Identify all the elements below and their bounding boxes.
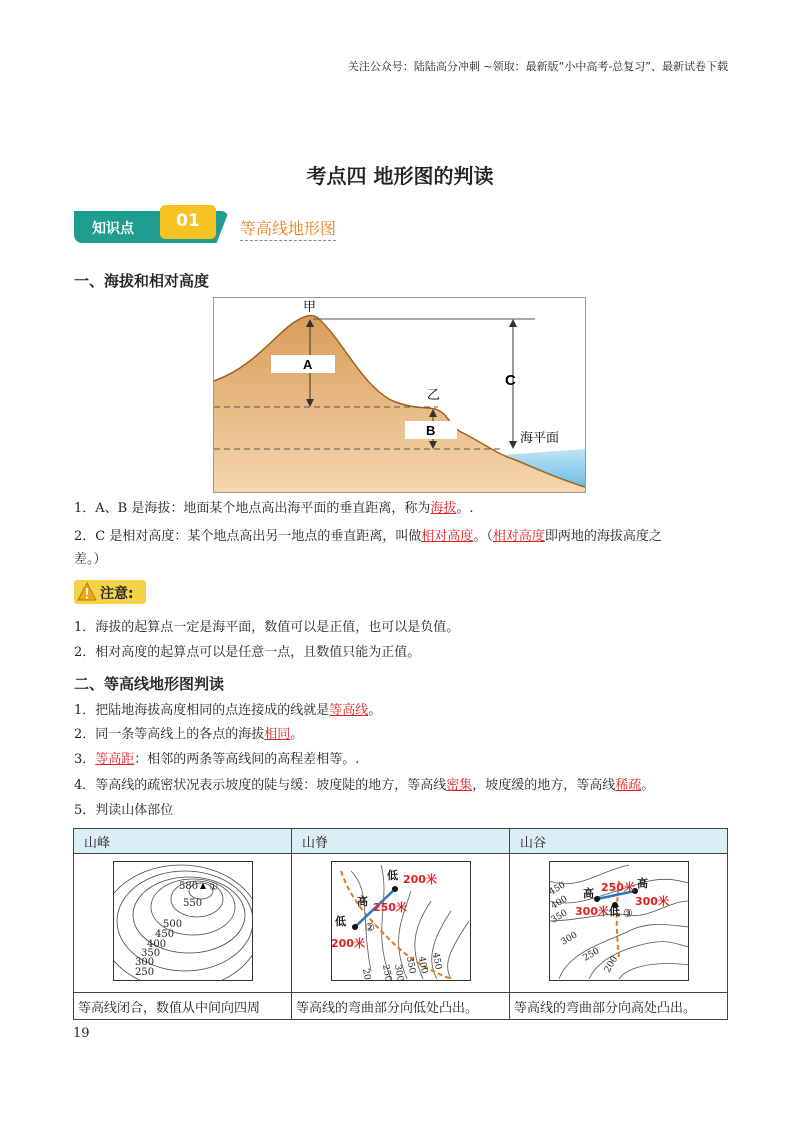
s2-item-4: 4．等高线的疏密状况表示坡度的陡与缓：坡度陡的地方，等高线密集，坡度缓的地方，等高线稀疏。	[74, 778, 655, 793]
header-ridge: 山脊	[292, 829, 510, 854]
svg-text:250: 250	[134, 967, 154, 978]
section1-heading: 一、海拔和相对高度	[74, 272, 210, 290]
header-note: 关注公众号：陆陆高分冲刺 ~领取：最新版“小中高考-总复习”、最新试卷下载	[347, 60, 728, 73]
desc-peak: 等高线闭合，数值从中间向四周	[74, 993, 292, 1020]
svg-text:350: 350	[549, 908, 569, 926]
page-title: 考点四 地形图的判读	[306, 164, 494, 188]
header-valley: 山谷	[510, 829, 728, 854]
svg-text:400: 400	[549, 894, 569, 912]
badge-label: 知识点	[92, 221, 134, 237]
desc-valley: 等高线的弯曲部分向高处凸出。	[510, 993, 728, 1020]
s1-item-2: 2．C 是相对高度：某个地点高出另一地点的垂直距离，叫做相对高度。（相对高度即两地的海拔高度之	[74, 529, 662, 544]
svg-text:高: 高	[582, 887, 594, 900]
knowledge-topic: 等高线地形图	[240, 216, 336, 241]
svg-text:200: 200	[602, 954, 620, 975]
s2-item-5: 5．判读山体部位	[74, 803, 174, 818]
section2-heading: 二、等高线地形图判读	[74, 675, 225, 693]
svg-text:高: 高	[356, 895, 368, 908]
svg-text:580: 580	[178, 881, 198, 892]
svg-text:450: 450	[429, 951, 443, 971]
header-peak: 山峰	[74, 829, 292, 854]
note-label: 注意:	[100, 586, 134, 602]
svg-text:300米: 300米	[634, 895, 669, 908]
s1-item-2-line2: 差。）	[74, 552, 107, 567]
svg-text:550: 550	[182, 898, 202, 909]
page-number: 19	[73, 1026, 90, 1041]
svg-text:350: 350	[140, 948, 160, 959]
svg-text:350: 350	[403, 955, 417, 975]
svg-text:低: 低	[334, 915, 346, 928]
landform-table	[73, 828, 728, 1020]
svg-text:③: ③	[622, 907, 633, 920]
knowledge-badge	[74, 205, 236, 245]
peak-label: 甲	[303, 300, 317, 315]
note-badge	[74, 580, 146, 604]
svg-text:低: 低	[386, 869, 398, 882]
s1-item-1: 1．A、B 是海拔：地面某个地点高出海平面的垂直距离，称为海拔。.	[74, 501, 474, 516]
ridge-contour-map	[331, 861, 471, 981]
svg-text:500: 500	[162, 919, 182, 930]
svg-text:①: ①	[208, 882, 218, 893]
s2-item-3: 3．等高距：相邻的两条等高线间的高程差相等。.	[74, 752, 360, 767]
elevation-figure	[213, 297, 586, 493]
svg-text:250: 250	[379, 963, 393, 981]
sea-level-label: 海平面	[520, 431, 560, 446]
svg-text:250: 250	[581, 946, 601, 964]
svg-text:450: 450	[548, 880, 567, 898]
svg-text:低: 低	[608, 905, 620, 918]
svg-text:300米: 300米	[574, 905, 609, 918]
svg-text:400: 400	[146, 939, 166, 950]
svg-text:200米: 200米	[402, 873, 437, 886]
badge-number: 01	[160, 205, 216, 239]
svg-text:250米: 250米	[372, 901, 407, 914]
svg-text:300: 300	[559, 930, 579, 948]
svg-text:高: 高	[636, 877, 648, 890]
svg-text:250米: 250米	[600, 881, 635, 894]
svg-text:200: 200	[359, 967, 373, 981]
peak-contour-map	[113, 861, 253, 981]
valley-contour-map	[549, 861, 689, 981]
desc-ridge: 等高线的弯曲部分向低处凸出。	[292, 993, 510, 1020]
svg-text:300: 300	[134, 957, 154, 968]
svg-text:300: 300	[391, 963, 405, 981]
svg-text:②: ②	[364, 921, 375, 934]
s2-item-1: 1．把陆地海拔高度相同的点连接成的线就是等高线。	[74, 703, 382, 718]
note-item-1: 1．海拔的起算点一定是海平面，数值可以是正值，也可以是负值。	[74, 620, 460, 635]
note-item-2: 2．相对高度的起算点可以是任意一点，且数值只能为正值。	[74, 645, 421, 660]
svg-text:200米: 200米	[330, 937, 365, 950]
label-c: C	[505, 372, 516, 389]
s2-item-2: 2．同一条等高线上的各点的海拔相同。	[74, 727, 304, 742]
svg-text:450: 450	[154, 929, 174, 940]
warning-icon	[77, 582, 97, 602]
svg-text:400: 400	[415, 955, 429, 975]
point-label: 乙	[427, 388, 441, 403]
label-a: A	[303, 357, 313, 372]
label-b: B	[426, 423, 436, 438]
